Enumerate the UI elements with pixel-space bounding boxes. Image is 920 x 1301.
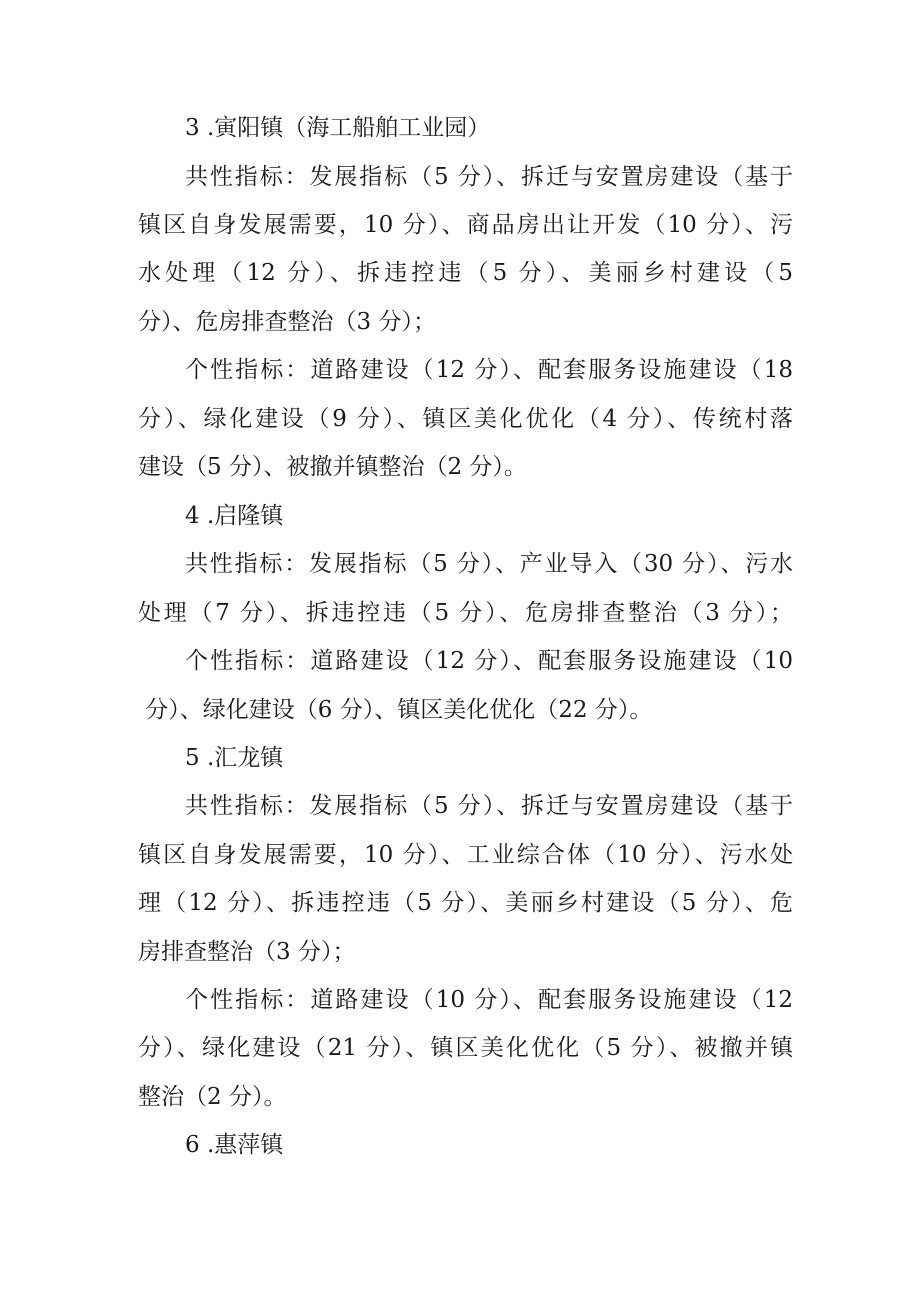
- common-indicators-line: 水处理（12 分）、拆违控违（5 分）、美丽乡村建设（5: [138, 260, 793, 286]
- individual-indicators-line: 个性指标：道路建设（12 分）、配套服务设施建设（10: [185, 648, 793, 674]
- section-heading: 6 .惠萍镇: [185, 1132, 284, 1158]
- individual-indicators-line: 分）、绿化建设（6 分）、镇区美化优化（22 分）。: [138, 697, 653, 723]
- individual-indicators-line: 建设（5 分）、被撤并镇整治（2 分）。: [138, 454, 527, 480]
- common-indicators-line: 共性指标：发展指标（5 分）、拆迁与安置房建设（基于: [185, 793, 793, 819]
- individual-indicators-line: 整治（2 分）。: [138, 1084, 287, 1110]
- individual-indicators-line: 个性指标：道路建设（10 分）、配套服务设施建设（12: [185, 987, 793, 1013]
- individual-indicators-line: 个性指标：道路建设（12 分）、配套服务设施建设（18: [185, 357, 793, 383]
- section-heading: 4 .启隆镇: [185, 503, 284, 529]
- common-indicators-line: 处理（7 分）、拆违控违（5 分）、危房排查整治（3 分）；: [138, 600, 793, 626]
- common-indicators-line: 理（12 分）、拆违控违（5 分）、美丽乡村建设（5 分）、危: [138, 890, 793, 916]
- common-indicators-line: 分）、危房排查整治（3 分）；: [138, 309, 436, 335]
- section-heading: 5 .汇龙镇: [185, 745, 284, 771]
- individual-indicators-line: 分）、绿化建设（21 分）、镇区美化优化（5 分）、被撤并镇: [138, 1035, 793, 1061]
- common-indicators-line: 共性指标：发展指标（5 分）、拆迁与安置房建设（基于: [185, 164, 793, 190]
- individual-indicators-line: 分）、绿化建设（9 分）、镇区美化优化（4 分）、传统村落: [138, 406, 793, 432]
- common-indicators-line: 房排查整治（3 分）；: [138, 939, 356, 965]
- common-indicators-line: 镇区自身发展需要，10 分）、工业综合体（10 分）、污水处: [138, 842, 793, 868]
- section-heading: 3 .寅阳镇（海工船舶工业园）: [185, 115, 491, 141]
- common-indicators-line: 共性指标：发展指标（5 分）、产业导入（30 分）、污水: [185, 551, 793, 577]
- common-indicators-line: 镇区自身发展需要，10 分）、商品房出让开发（10 分）、污: [138, 212, 793, 238]
